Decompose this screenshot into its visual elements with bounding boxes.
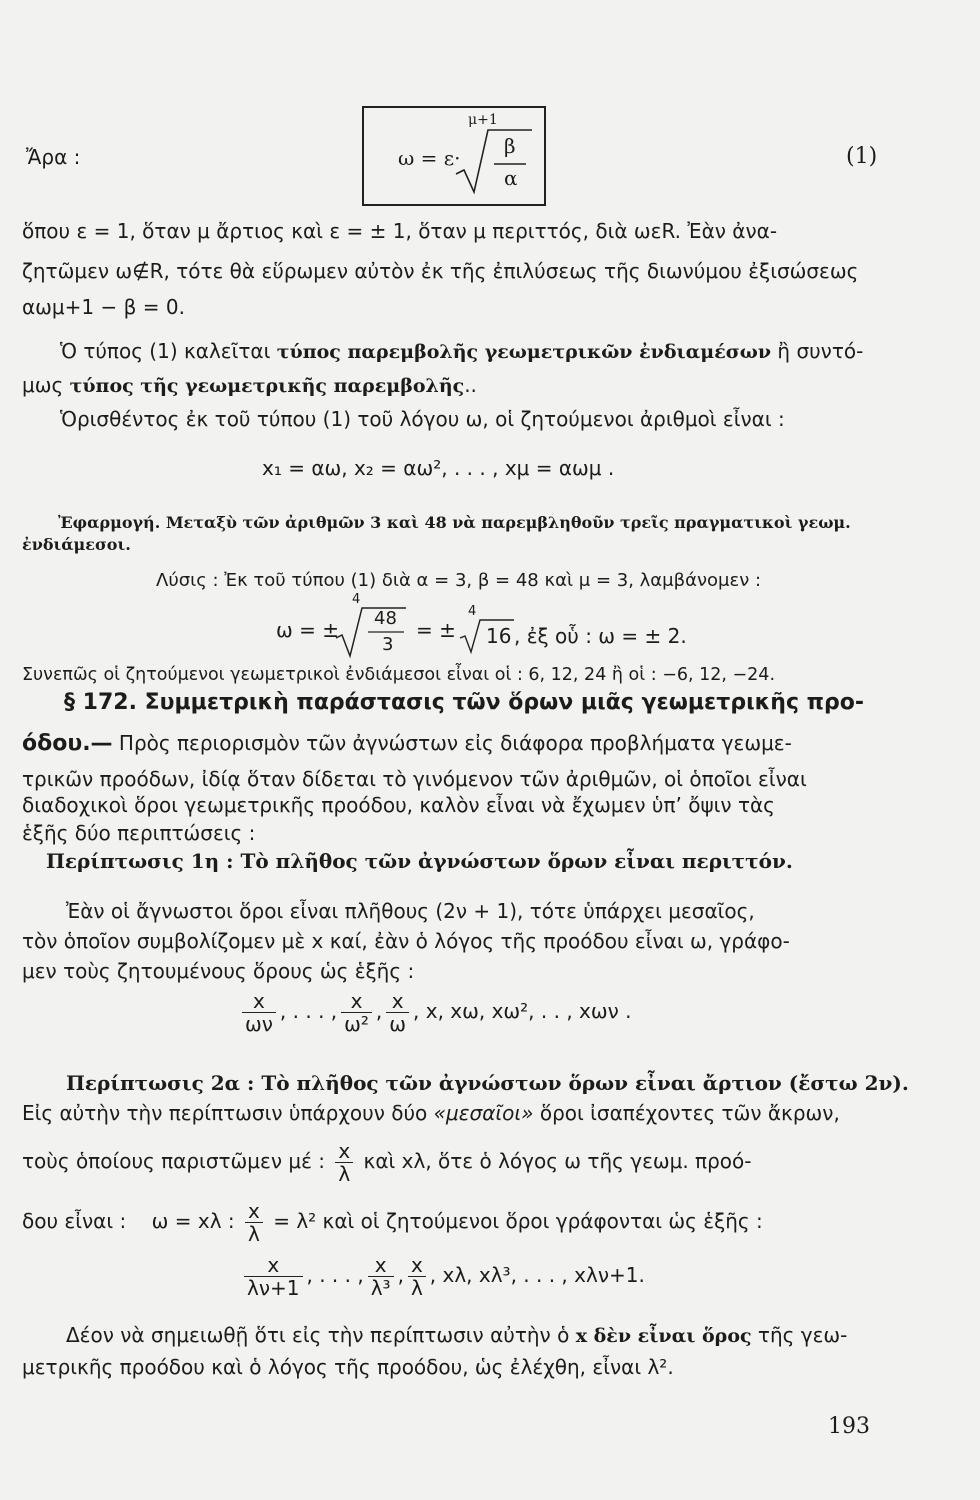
terms-formula: x₁ = αω, x₂ = αω², . . . , xμ = αωμ . — [262, 456, 615, 480]
para1-line1: ὅπου ε = 1, ὅταν μ ἄρτιος καὶ ε = ± 1, ὅταν μ περιττός, διὰ ωεR. Ἐὰν ἀνα- — [22, 219, 778, 243]
radicand-numerator: β — [504, 134, 516, 158]
radicand-denominator: α — [504, 166, 518, 190]
case2-terms: $\frac{x}{\lambda\nu+1}$ , . . . , $\frac{x}{\text{λ³}}$ , $\frac{x}{\lambda}$ , xλ, xλ³, . . . , xλν+1. — [240, 1254, 645, 1299]
case2-frac2: $\frac{x}{\text{λ³}}$ — [368, 1254, 394, 1299]
case1-title: Περίπτωσις 1η : Τὸ πλῆθος τῶν ἀγνώστων ὅρων εἶναι περιττόν. — [46, 849, 793, 873]
case2-note-line2: μετρικῆς προόδου καὶ ὁ λόγος τῆς προόδου, ὡς ἐλέχθη, εἶναι λ². — [22, 1355, 674, 1379]
case1-frac1: $\frac{x}{\omega\nu}$ — [242, 990, 276, 1035]
case1-frac3: $\frac{x}{\omega}$ — [386, 990, 409, 1035]
equation-number: (1) — [846, 144, 878, 169]
application-line1: Ἐφαρμογή. Μεταξὺ τῶν ἀριθμῶν 3 καὶ 48 νὰ παρεμβληθοῦν τρεῖς πραγματικοὶ γεωμ. — [58, 513, 851, 532]
case2-frac-a: $\frac{x}{\lambda}$ — [335, 1140, 353, 1185]
case2-line2: τοὺς ὁποίους παριστῶμεν μέ : $\frac{x}{\lambda}$ καὶ xλ, ὅτε ὁ λόγος ω τῆς γεωμ. προό- — [22, 1139, 752, 1186]
solution-line: Λύσις : Ἐκ τοῦ τύπου (1) διὰ α = 3, β = 48 καὶ μ = 3, λαμβάνομεν : — [156, 570, 762, 591]
case2-line3: δου εἶναι : ω = xλ : $\frac{x}{\lambda}$ = λ² καὶ οἱ ζητούμενοι ὅροι γράφονται ὡς ἑξῆς : — [22, 1199, 763, 1246]
case2-frac-b: $\frac{x}{\lambda}$ — [245, 1200, 263, 1245]
case1-line3: μεν τοὺς ζητουμένους ὅρους ὡς ἑξῆς : — [22, 959, 415, 983]
calc-denominator: 3 — [382, 634, 394, 655]
para3: Ὁρισθέντος ἐκ τοῦ τύπου (1) τοῦ λόγου ω, οἱ ζητούμενοι ἀριθμοὶ εἶναι : — [60, 407, 785, 431]
case2-title: Περίπτωσις 2α : Τὸ πλῆθος τῶν ἀγνώστων ὅρων εἶναι ἄρτιον (ἔστω 2ν). — [66, 1071, 909, 1095]
para2-line2: μως τύπος τῆς γεωμετρικῆς παρεμβολῆς.. — [22, 373, 477, 397]
para2-line1: Ὁ τύπος (1) καλεῖται τύπος παρεμβολῆς γεωμετρικῶν ἐνδιαμέσων ἢ συντό- — [60, 339, 864, 363]
calc-end: , ἐξ οὗ : ω = ± 2. — [514, 624, 687, 648]
application-line2: ἐνδιάμεσοι. — [22, 535, 131, 554]
case1-frac2: $\frac{x}{\text{ω²}}$ — [341, 990, 372, 1035]
formula-label: Ἄρα : — [26, 145, 81, 169]
case1-line1: Ἐὰν οἱ ἄγνωστοι ὅροι εἶναι πλῆθους (2ν + 1), τότε ὑπάρχει μεσαῖος, — [66, 899, 755, 923]
calc-lhs: ω = ± — [276, 618, 339, 642]
calc-root-index2: 4 — [468, 604, 477, 619]
para1-line2: ζητῶμεν ω∉R, τότε θὰ εὕρωμεν αὐτὸν ἐκ τῆς ἐπιλύσεως τῆς διωνύμου ἐξισώσεως — [22, 259, 859, 283]
calc-root-index: 4 — [352, 592, 361, 607]
case1-terms: $\frac{x}{\omega\nu}$ , . . . , $\frac{x}{\text{ω²}}$ , $\frac{x}{\omega}$ , x, xω, xω², . . , xων . — [238, 990, 632, 1035]
root-index: μ+1 — [468, 112, 498, 128]
radical-sign — [454, 126, 534, 196]
case2-frac1: $\frac{x}{\lambda\nu+1}$ — [244, 1254, 303, 1299]
section-172-line1: όδου.— Πρὸς περιορισμὸν τῶν ἀγνώστων εἰς διάφορα προβλήματα γεωμε- — [22, 731, 792, 756]
section-172-line4: ἑξῆς δύο περιπτώσεις : — [22, 821, 256, 845]
case1-line2: τὸν ὁποῖον συμβολίζομεν μὲ x καί, ἐὰν ὁ λόγος τῆς προόδου εἶναι ω, γράφο- — [22, 929, 790, 953]
case2-line1: Εἰς αὐτὴν τὴν περίπτωσιν ὑπάρχουν δύο «μεσαῖοι» ὅροι ἰσαπέχοντες τῶν ἄκρων, — [22, 1101, 840, 1125]
case2-frac3: $\frac{x}{\lambda}$ — [408, 1254, 426, 1299]
section-172-line2: τρικῶν προόδων, ἰδίᾳ ὅταν δίδεται τὸ γινόμενον τῶν ἀριθμῶν, οἱ ὁποῖοι εἶναι — [22, 767, 807, 791]
case2-note-line1: Δέον νὰ σημειωθῇ ὅτι εἰς τὴν περίπτωσιν αὐτὴν ὁ x δὲν εἶναι ὅρος τῆς γεω- — [66, 1323, 848, 1347]
page-number: 193 — [828, 1414, 870, 1439]
formula-box — [362, 106, 546, 206]
para1-line3: αωμ+1 − β = 0. — [22, 295, 185, 319]
conclusion-line: Συνεπῶς οἱ ζητούμενοι γεωμετρικοὶ ἐνδιάμεσοι εἶναι οἱ : 6, 12, 24 ἢ οἱ : −6, 12, −24. — [22, 665, 776, 685]
calc-numerator: 48 — [374, 608, 397, 629]
section-172-title: § 172. Συμμετρικὴ παράστασις τῶν ὅρων μιᾶς γεωμετρικῆς προ- — [64, 690, 865, 715]
calc-mid: = ± — [416, 618, 456, 642]
calc-radicand2: 16 — [486, 624, 512, 648]
formula-lhs: ω = ε· — [398, 146, 461, 170]
section-172-line3: διαδοχικοὶ ὅροι γεωμετρικῆς προόδου, καλὸν εἶναι νὰ ἔχωμεν ὑπ’ ὄψιν τὰς — [22, 793, 775, 817]
